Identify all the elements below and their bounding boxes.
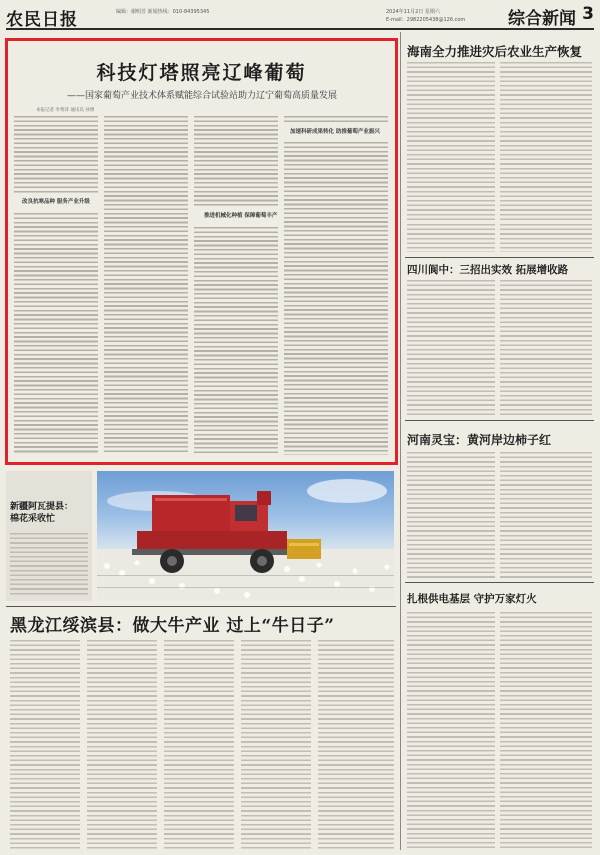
bottom-text-col2	[87, 640, 157, 850]
story1-text-col1	[407, 62, 495, 220]
story3-text-col1	[407, 452, 495, 578]
lead-subhead-2: 推进机械化种植 保障葡萄丰产	[204, 213, 278, 219]
divider-rule	[6, 606, 396, 607]
photo-story-headline-line1: 新疆阿瓦提县：	[10, 502, 74, 512]
story2-text-col2	[500, 280, 592, 415]
lead-headline: 科技灯塔照亮辽峰葡萄	[96, 62, 307, 84]
photo-caption-text	[10, 533, 88, 595]
lead-subheadline: ——国家葡萄产业技术体系赋能综合试验站助力辽宁葡萄高质量发展	[66, 91, 337, 101]
story4-text-col2	[500, 612, 592, 848]
cotton-harvester-photo	[97, 471, 394, 601]
lead-subhead-1: 改良抗寒品种 服务产业升级	[22, 199, 90, 205]
bottom-text-col5	[318, 640, 394, 850]
page-number: 3	[582, 4, 594, 24]
masthead	[6, 4, 594, 30]
email-info: E-mail：2982205438@126.com	[386, 17, 466, 23]
bottom-text-col4	[241, 640, 311, 850]
story3-headline: 河南灵宝：黄河岸边柿子红	[407, 433, 552, 447]
story2-headline: 四川阆中：三招出实效 拓展增收路	[407, 264, 569, 276]
story4-headline: 扎根供电基层 守护万家灯火	[407, 593, 537, 605]
story3-text-col2	[500, 452, 592, 578]
bottom-text-col1	[10, 640, 80, 850]
divider-rule	[405, 257, 594, 258]
bottom-text-col3	[164, 640, 234, 850]
story1-text-col2b	[500, 224, 592, 252]
lead-story-highlight	[5, 38, 398, 465]
lead-subhead-3: 加速科研成果转化 助推葡萄产业振兴	[290, 129, 380, 135]
column-divider	[400, 32, 401, 850]
newspaper-logo: 农民日报	[6, 10, 78, 30]
bottom-headline: 黑龙江绥滨县：做大牛产业 过上“牛日子”	[10, 616, 335, 636]
story4-text-col1	[407, 612, 495, 848]
story1-text-col2	[500, 62, 592, 220]
issue-date: 2024年11月2日 星期六	[386, 9, 440, 15]
editor-info: 编辑：谢明芳 新闻热线：010-84395345	[116, 9, 210, 15]
divider-rule	[405, 420, 594, 421]
harvester-illustration	[97, 471, 394, 601]
story1-text-col1b	[407, 224, 495, 252]
story1-headline: 海南全力推进灾后农业生产恢复	[407, 44, 583, 59]
section-title: 综合新闻	[508, 9, 576, 29]
story2-text-col1	[407, 280, 495, 415]
photo-story-headline-line2: 棉花采收忙	[10, 514, 56, 524]
photo-story-headline	[10, 501, 73, 525]
lead-byline: 本报记者 李秀萍 通讯员 孙博	[36, 108, 95, 113]
divider-rule	[405, 582, 594, 583]
